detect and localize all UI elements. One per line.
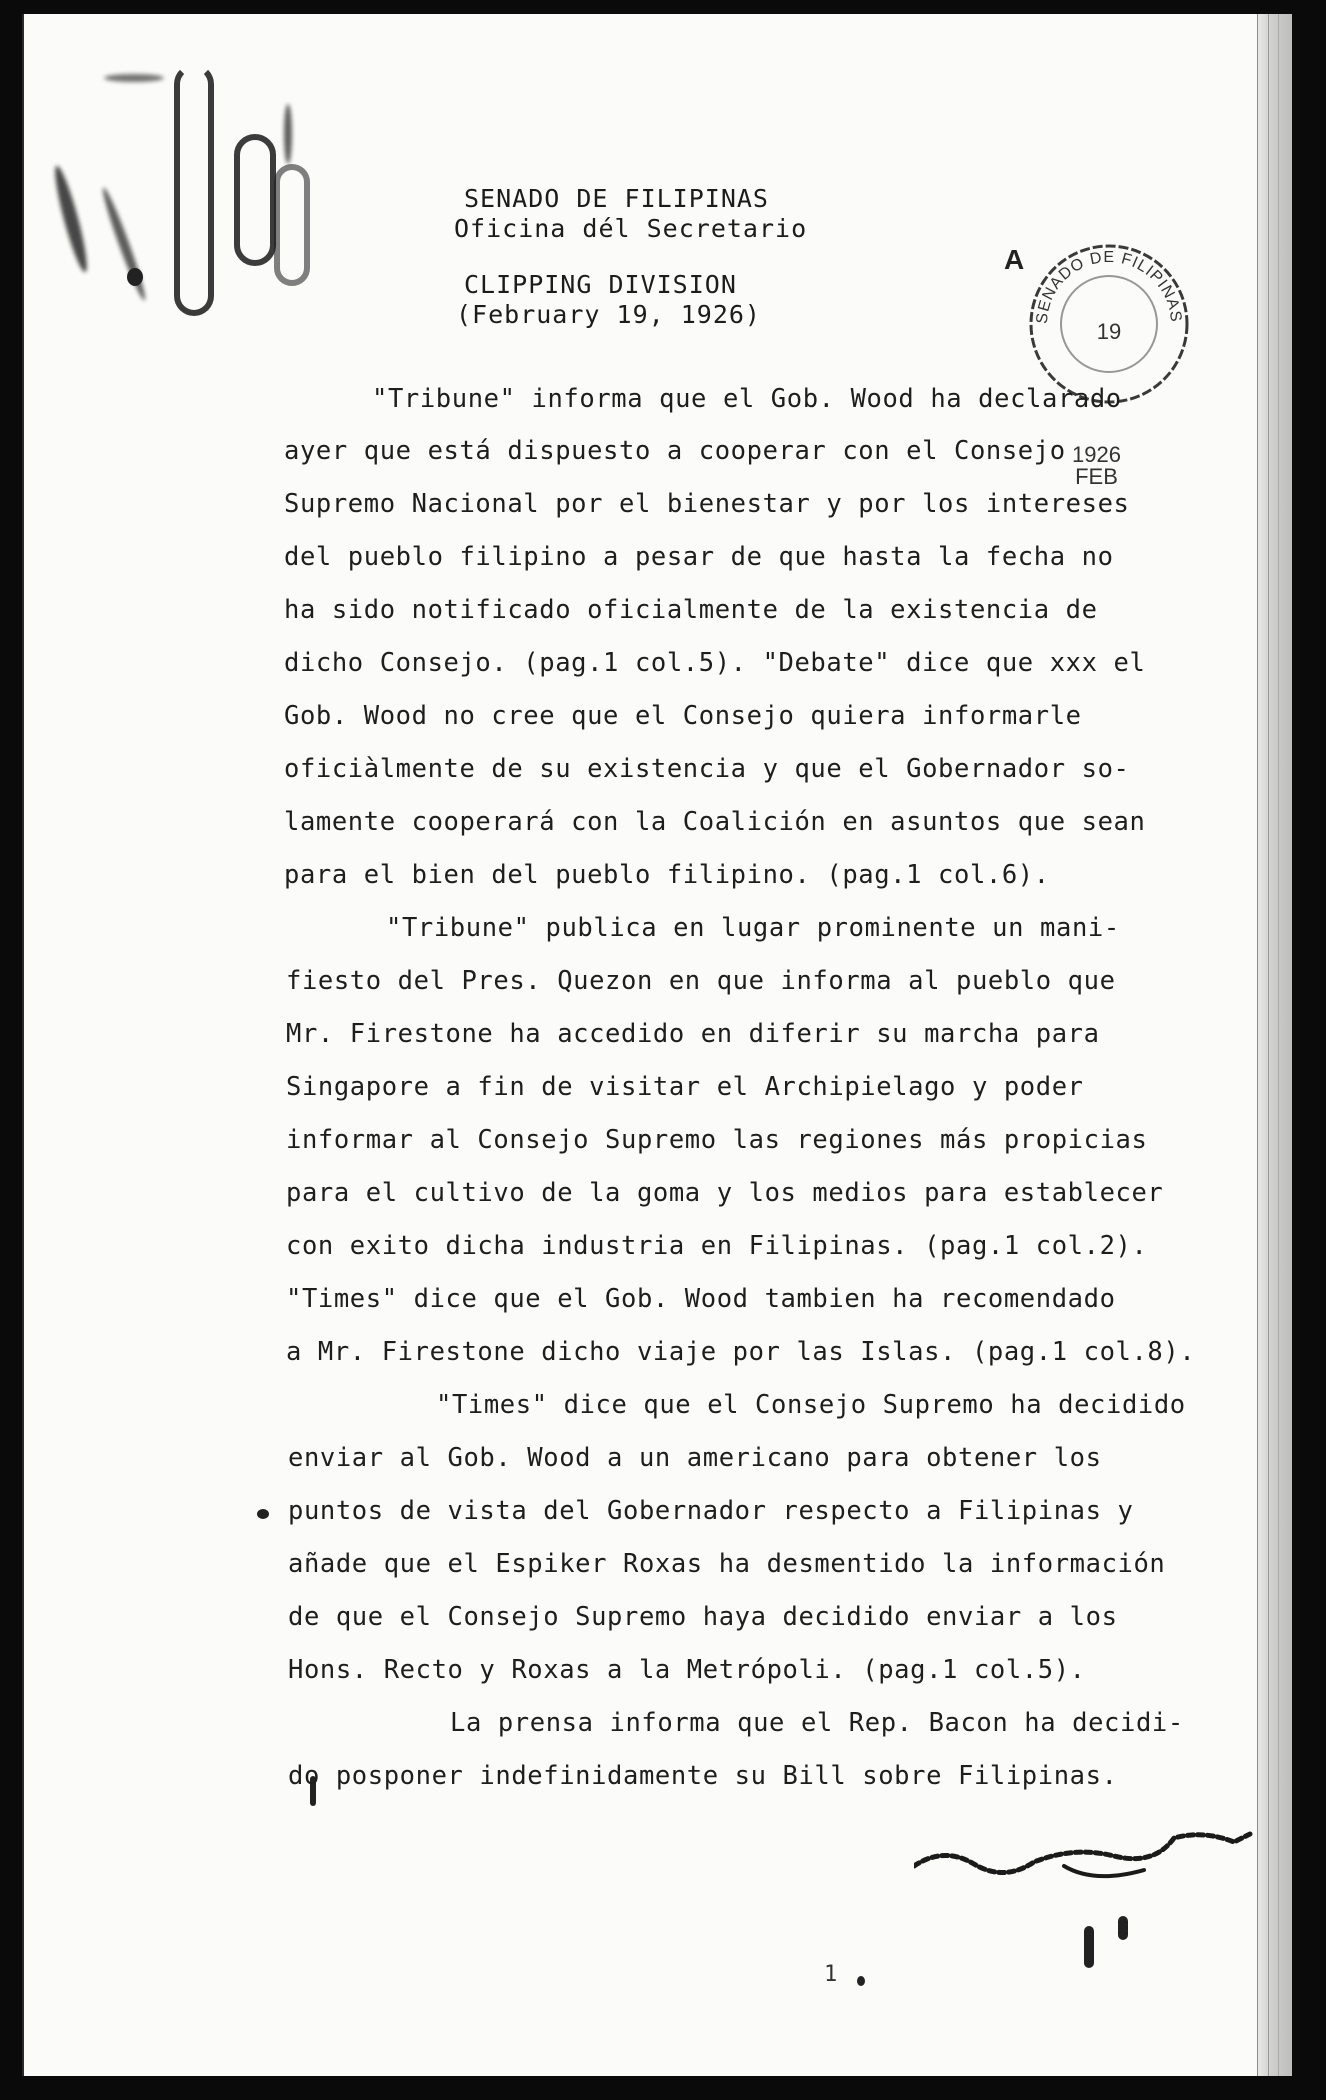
text-line: oficiàlmente de su existencia y que el Gobernador so-	[284, 754, 1130, 784]
stamp-month: FEB	[1075, 464, 1118, 489]
page-number: 1	[824, 1962, 838, 1987]
ink-scribble	[914, 1826, 1254, 1896]
header-date: (February 19, 1926)	[456, 300, 761, 329]
stamp-date	[1072, 444, 1121, 488]
binding-clip-mark	[174, 64, 214, 316]
ink-smear	[284, 104, 292, 164]
text-line: ayer que está dispuesto a cooperar con el Consejo	[284, 436, 1066, 466]
text-line: "Tribune" informa que el Gob. Wood ha declarado	[372, 384, 1122, 414]
stamp-day: 19	[1096, 319, 1122, 344]
text-line: para el cultivo de la goma y los medios para establecer	[286, 1178, 1164, 1208]
text-line: La prensa informa que el Rep. Bacon ha decidi-	[450, 1708, 1184, 1738]
text-line: con exito dicha industria en Filipinas. (pag.1 col.2).	[286, 1231, 1148, 1261]
text-line: do posponer indefinidamente su Bill sobre Filipinas.	[288, 1761, 1118, 1791]
document-page	[22, 14, 1292, 2076]
text-line: dicho Consejo. (pag.1 col.5). "Debate" dice que xxx el	[284, 648, 1146, 678]
text-line: de que el Consejo Supremo haya decidido enviar a los	[288, 1602, 1118, 1632]
text-line: "Times" dice que el Consejo Supremo ha decidido	[436, 1390, 1186, 1420]
text-line: Gob. Wood no cree que el Consejo quiera informarle	[284, 701, 1082, 731]
ink-spot	[857, 1976, 865, 1986]
text-line: fiesto del Pres. Quezon en que informa al pueblo que	[286, 966, 1116, 996]
text-line: lamente cooperará con la Coalición en asuntos que sean	[284, 807, 1146, 837]
stamp-year: 1926	[1072, 442, 1121, 467]
text-line: a Mr. Firestone dicho viaje por las Islas. (pag.1 col.8).	[286, 1337, 1196, 1367]
ink-spot	[257, 1509, 269, 1519]
text-line: Supremo Nacional por el bienestar y por los intereses	[284, 489, 1130, 519]
binding-clip-mark	[274, 164, 310, 286]
ink-spot	[1084, 1926, 1094, 1968]
header-division: CLIPPING DIVISION	[464, 270, 737, 299]
text-line: Hons. Recto y Roxas a la Metrópoli. (pag.1 col.5).	[288, 1655, 1086, 1685]
text-line: Singapore a fin de visitar el Archipielago y poder	[286, 1072, 1084, 1102]
text-line: ha sido notificado oficialmente de la existencia de	[284, 595, 1098, 625]
text-line: añade que el Espiker Roxas ha desmentido la información	[288, 1549, 1166, 1579]
svg-text:SENADO DE FILIPINAS	[1034, 249, 1184, 324]
ink-smear	[50, 164, 92, 274]
header-office: Oficina dél Secretario	[454, 214, 808, 243]
text-line: enviar al Gob. Wood a un americano para obtener los	[288, 1443, 1102, 1473]
header-organization: SENADO DE FILIPINAS	[464, 184, 769, 213]
ink-smear	[104, 74, 164, 82]
text-line: Mr. Firestone ha accedido en diferir su marcha para	[286, 1019, 1100, 1049]
ink-spot	[127, 268, 143, 286]
text-line: para el bien del pueblo filipino. (pag.1 col.6).	[284, 860, 1050, 890]
text-line: "Times" dice que el Gob. Wood tambien ha recomendado	[286, 1284, 1116, 1314]
binding-clip-mark	[234, 134, 276, 266]
text-line: del pueblo filipino a pesar de que hasta la fecha no	[284, 542, 1114, 572]
stamp-ring-text: SENADO DE FILIPINAS	[1033, 249, 1185, 325]
margin-annotation: A	[1004, 244, 1025, 275]
text-line: informar al Consejo Supremo las regiones más propicias	[286, 1125, 1148, 1155]
page-edge-stack	[1257, 14, 1292, 2076]
ink-smear	[99, 186, 149, 302]
text-line: "Tribune" publica en lugar prominente un mani-	[386, 913, 1120, 943]
ink-spot	[1118, 1916, 1128, 1940]
text-line: puntos de vista del Gobernador respecto a Filipinas y	[288, 1496, 1134, 1526]
